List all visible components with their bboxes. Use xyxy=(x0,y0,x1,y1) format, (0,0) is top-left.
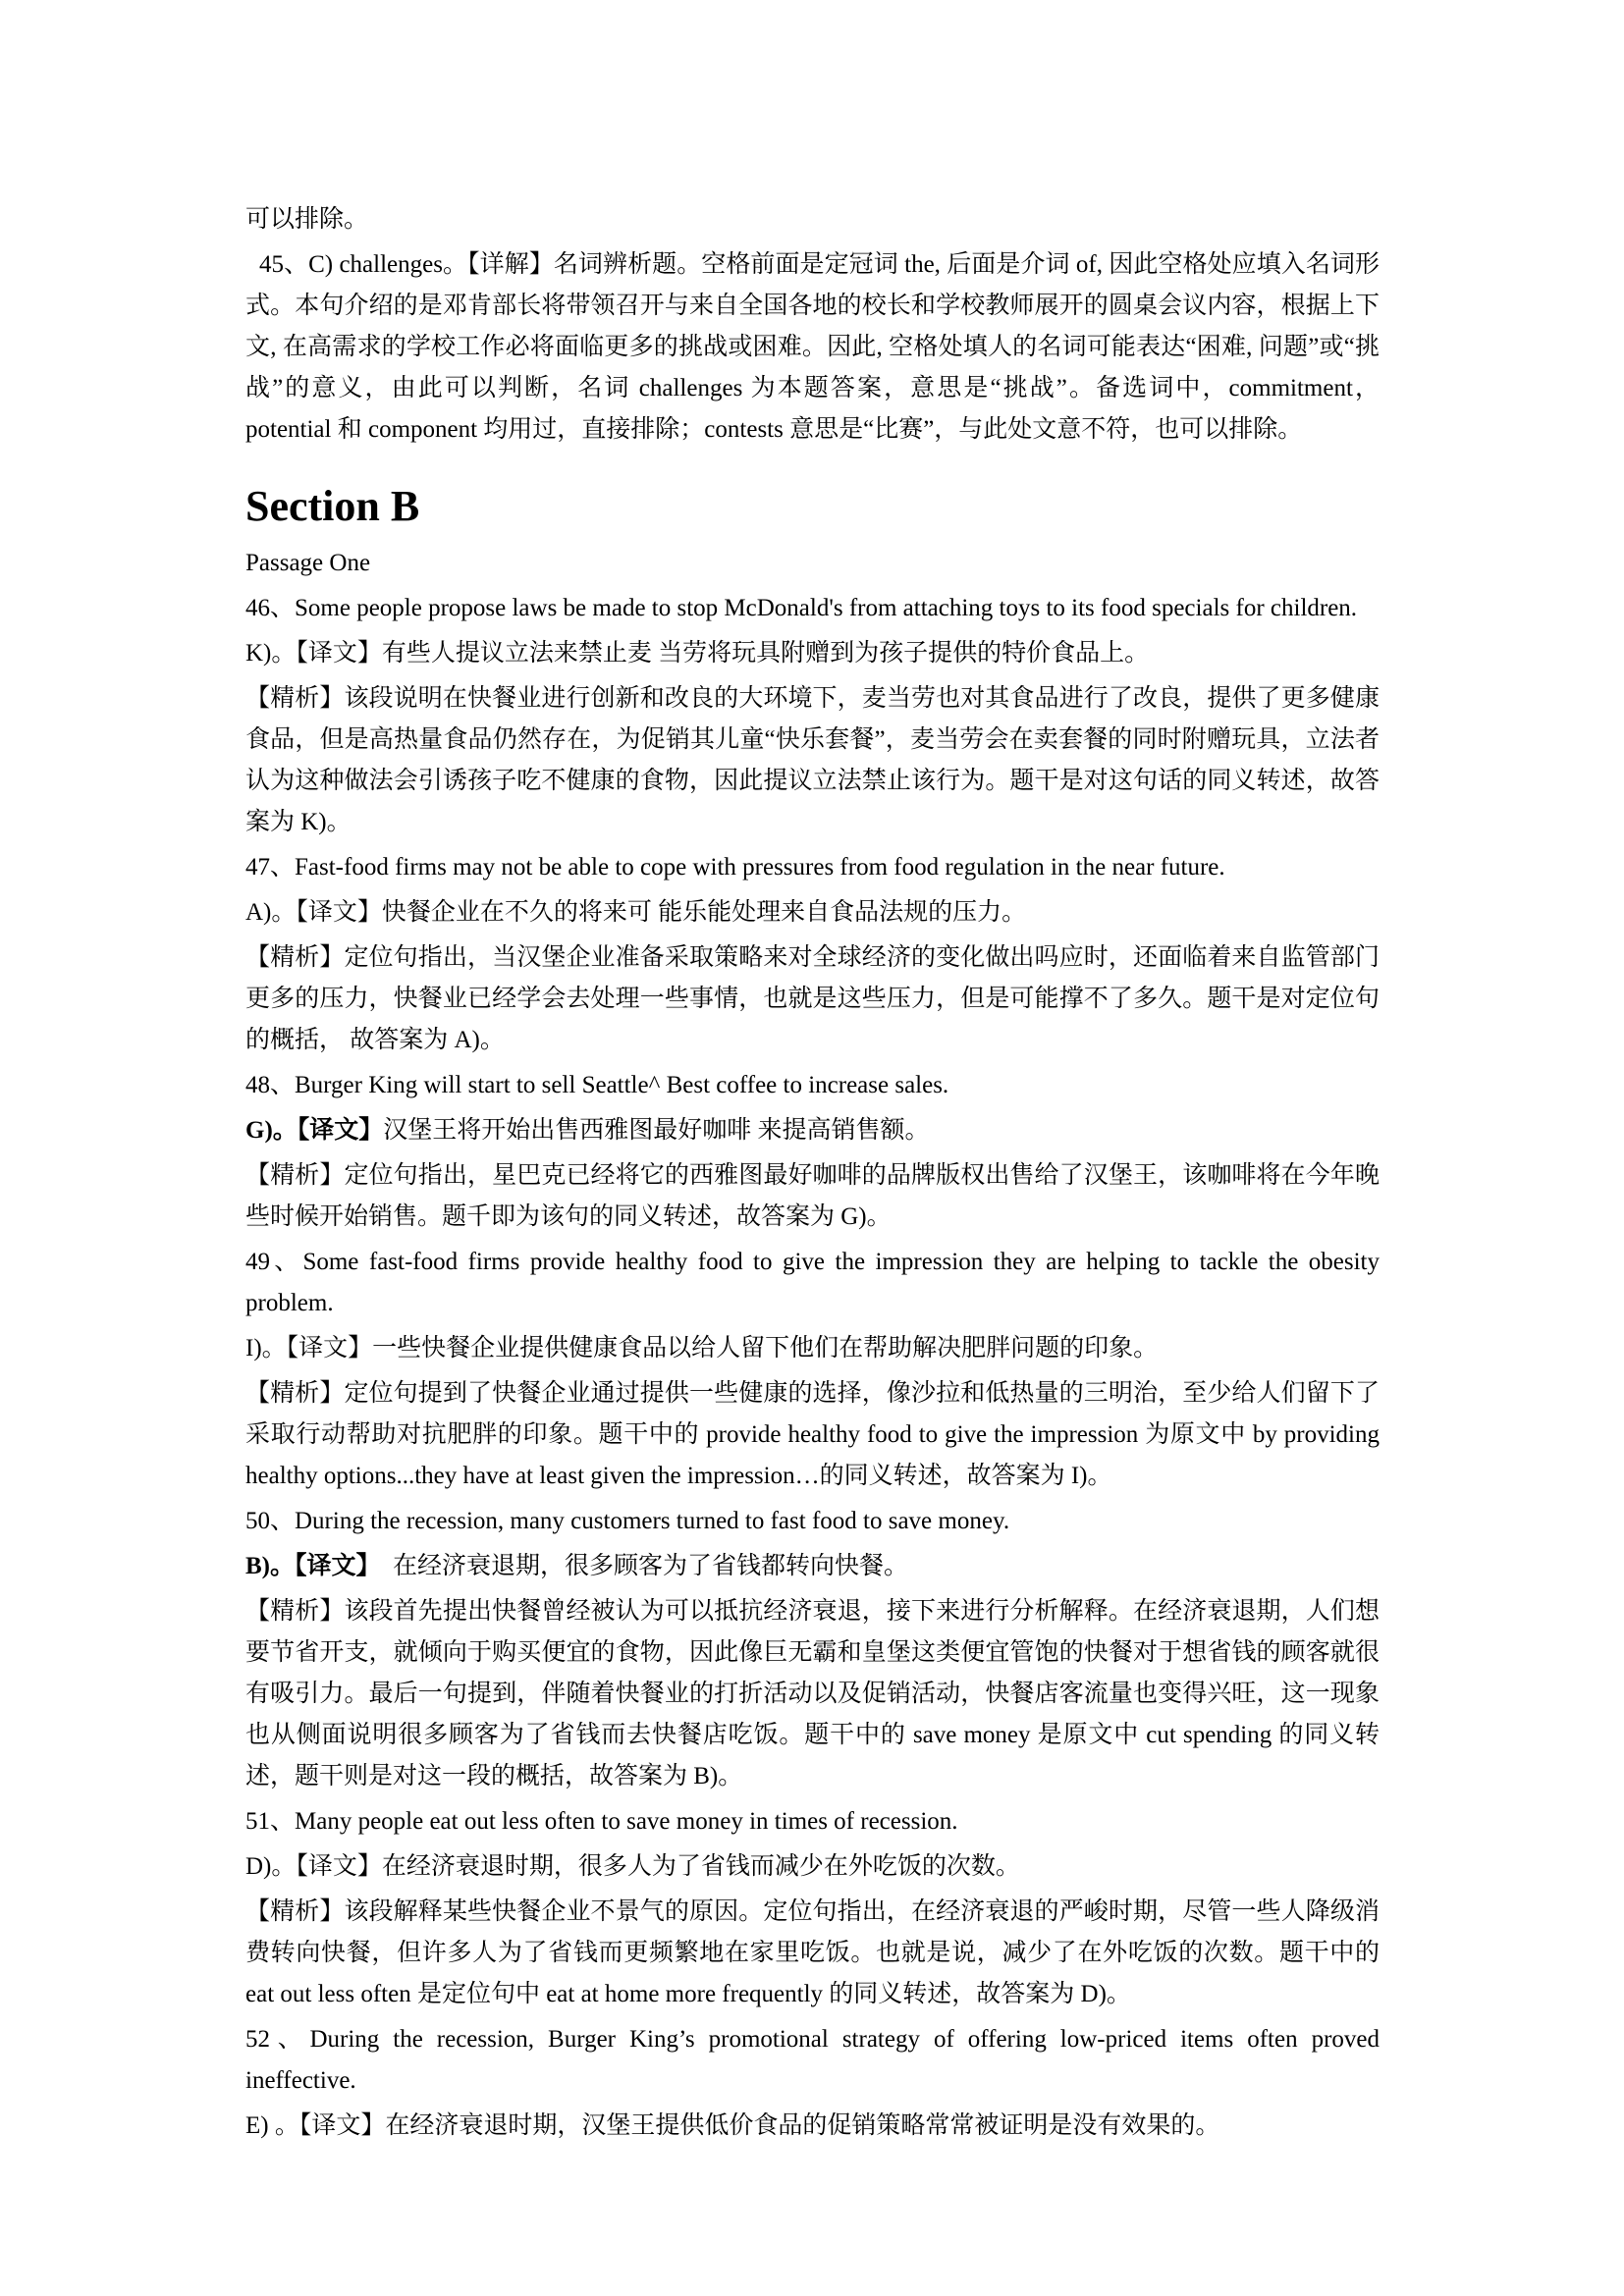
passage-one-label: Passage One xyxy=(245,550,371,576)
question-46-analysis: 【精析】该段说明在快餐业进行创新和改良的大环境下，麦当劳也对其食品进行了改良，提供了更多健康食品，但是高热量食品仍然存在，为促销其儿童“快乐套餐”，麦当劳会在卖套餐的同时附赠玩具，立法者认为这种做法会引诱孩子吃不健康的食物，因此提议立法禁止该行为。题干是对这句话的同义转述，故答案为 K)。 xyxy=(245,685,1380,835)
item-45-explanation: 45、C) challenges。【详解】名词辨析题。空格前面是定冠词 the, 后面是介词 of, 因此空格处应填入名词形式。本句介绍的是邓肯部长将带领召开与来自全国各地的校长和学校教师展开的圆桌会议内容，根据上下文, 在高需求的学校工作必将面临更多的挑战或困难。因此, 空格处填人的名词可能表达“困难, 问题”或“挑战”的意义，由此可以判断，名词 challenges 为本题答案，意思是“挑战”。备选词中，commitment，potential 和 component 均用过，直接排除；contests 意思是“比赛”，与此处文意不符，也可以排除。 xyxy=(245,251,1380,443)
question-46-stem: 46、Some people propose laws be made to stop McDonald's from attaching toys to its food specials for children. xyxy=(245,595,1358,621)
answer-translation: 在经济衰退时期，汉堡王提供低价食品的促销策略常常被证明是没有效果的。 xyxy=(385,2112,1220,2139)
answer-translation: 在经济衰退期，很多顾客为了省钱都转向快餐。 xyxy=(368,1553,909,1579)
question-48-analysis: 【精析】定位句指出，星巴克已经将它的西雅图最好咖啡的品牌版权出售给了汉堡王，该咖啡将在今年晚些时候开始销售。题千即为该句的同义转述，故答案为 G)。 xyxy=(245,1162,1380,1230)
question-51-analysis: 【精析】该段解释某些快餐企业不景气的原因。定位句指出，在经济衰退的严峻时期，尽管一些人降级消费转向快餐，但许多人为了省钱而更频繁地在家里吃饭。也就是说，减少了在外吃饭的次数。题干中的 eat out less often 是定位句中 eat at home more frequently 的同义转述，故答案为 D)。 xyxy=(245,1898,1380,2007)
question-49-analysis: 【精析】定位句提到了快餐企业通过提供一些健康的选择，像沙拉和低热量的三明治，至少给人们留下了采取行动帮助对抗肥胖的印象。题干中的 provide healthy food to give the impression 为原文中 by providing healthy options...they have at least given the impression…的同义转述，故答案为 I)。 xyxy=(245,1380,1380,1489)
answer-option-label: E) 。【译文】 xyxy=(245,2112,386,2139)
answer-option-label: G)。【译文】 xyxy=(245,1117,384,1144)
question-block-48 xyxy=(245,1065,1380,1238)
answer-option-label: K)。【译文】 xyxy=(245,640,382,667)
answer-option-label: D)。【译文】 xyxy=(245,1853,382,1880)
answer-option-label: A)。【译文】 xyxy=(245,899,382,926)
question-47-analysis: 【精析】定位句指出，当汉堡企业准备采取策略来对全球经济的变化做出吗应时，还面临着来自监管部门更多的压力，快餐业已经学会去处理一些事情，也就是这些压力，但是可能撑不了多久。题干是对定位句的概括， 故答案为 A)。 xyxy=(245,944,1380,1053)
question-47-answer xyxy=(245,892,1380,934)
question-49-answer xyxy=(245,1328,1380,1369)
question-50-analysis: 【精析】该段首先提出快餐曾经被认为可以抵抗经济衰退，接下来进行分析解释。在经济衰退期，人们想要节省开支，就倾向于购买便宜的食物，因此像巨无霸和皇堡这类便宜管饱的快餐对于想省钱的顾客就很有吸引力。最后一句提到，伴随着快餐业的打折活动以及促销活动，快餐店客流量也变得兴旺，这一现象也从侧面说明很多顾客为了省钱而去快餐店吃饭。题干中的 save money 是原文中 cut spending 的同义转述，题干则是对这一段的概括，故答案为 B)。 xyxy=(245,1598,1380,1789)
question-48-answer xyxy=(245,1110,1380,1151)
section-b-heading: Section B xyxy=(245,482,420,530)
question-50-answer xyxy=(245,1546,1380,1587)
answer-translation: 快餐企业在不久的将来可 能乐能处理来自食品法规的压力。 xyxy=(381,899,1027,926)
question-47-stem: 47、Fast-food firms may not be able to cope with pressures from food regulation in the near future. xyxy=(245,854,1225,881)
answer-translation: 在经济衰退时期，很多人为了省钱而减少在外吃饭的次数。 xyxy=(381,1853,1020,1880)
question-block-50 xyxy=(245,1501,1380,1797)
answer-translation: 一些快餐企业提供健康食品以给人留下他们在帮助解决肥胖问题的印象。 xyxy=(372,1335,1159,1362)
question-51-stem: 51、Many people eat out less often to save money in times of recession. xyxy=(245,1808,958,1835)
question-51-answer xyxy=(245,1846,1380,1888)
question-52-stem: 52、During the recession, Burger King’s promotional strategy of offering low-priced items often proved ineffective. xyxy=(245,2026,1380,2094)
question-49-stem: 49、Some fast-food firms provide healthy food to give the impression they are helping to tackle the obesity problem. xyxy=(245,1249,1380,1316)
question-46-answer xyxy=(245,633,1380,674)
question-block-51 xyxy=(245,1801,1380,2015)
answer-translation: 汉堡王将开始出售西雅图最好咖啡 来提高销售额。 xyxy=(383,1117,930,1144)
answer-translation: 有些人提议立法来禁止麦 当劳将玩具附赠到为孩子提供的特价食品上。 xyxy=(381,640,1150,667)
question-block-46 xyxy=(245,588,1380,843)
question-block-49 xyxy=(245,1242,1380,1497)
question-48-stem: 48、Burger King will start to sell Seattle^ Best coffee to increase sales. xyxy=(245,1072,949,1098)
answer-option-label: I)。【译文】 xyxy=(245,1335,373,1362)
answer-option-label: B)。【译文】 xyxy=(245,1553,369,1579)
question-52-answer xyxy=(245,2106,1380,2147)
question-block-52 xyxy=(245,2019,1380,2147)
previous-answer-tail: 可以排除。 xyxy=(245,206,369,233)
question-50-stem: 50、During the recession, many customers turned to fast food to save money. xyxy=(245,1508,1010,1534)
question-block-47 xyxy=(245,847,1380,1061)
